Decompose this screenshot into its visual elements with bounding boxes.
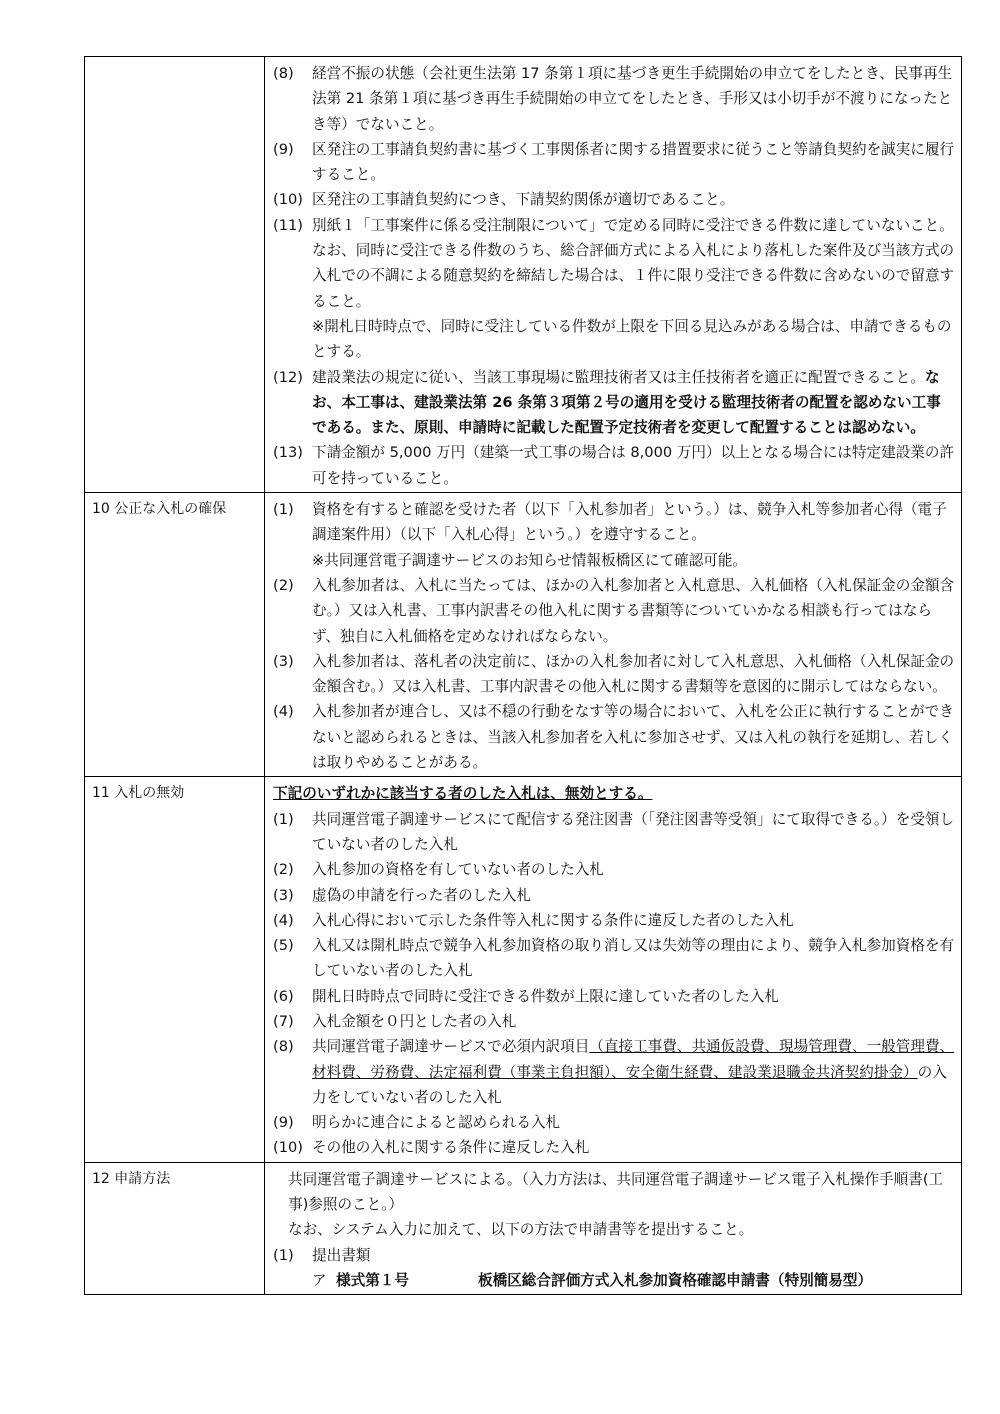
table-row [85, 777, 962, 1162]
paragraph: なお、システム入力に加えて、以下の方法で申請書等を提出すること。 [288, 1221, 754, 1239]
sub-item: ア 様式第１号 板橋区総合評価方式入札参加資格確認申請書（特別簡易型） [312, 1271, 873, 1289]
list-item-note: ※開札日時時点で、同時に受注している件数が上限を下回る見込みがある場合は、申請できるものとする。 [312, 317, 952, 361]
list-item: (9) 区発注の工事請負契約書に基づく工事関係者に関する措置要求に従うこと等請負契約を誠実に履行すること。 [273, 140, 955, 184]
list-item: (8) 経営不振の状態（会社更生法第 17 条第１項に基づき更生手続開始の申立てをしたとき、民事再生法第 21 条第１項に基づき再生手続開始の申立てをしたとき、手形又は小切手が不渡りになったとき等）でないこと。 [273, 65, 953, 133]
bold-text: なお、本工事は、建設業法第 26 条第３項第２号の適用を受ける監理技術者の配置を認めない工事である。また、原則、申請時に記載した配置予定技術者を変更して配置することは認めない。 [312, 368, 941, 437]
row-label: 12 申請方法 [85, 1162, 265, 1294]
list-item: (2) 入札参加者は、入札に当たっては、ほかの入札参加者と入札意思、入札価格（入札保証金の金額含む。）又は入札書、工事内訳書その他入札に関する書類等についていかなる相談も行ってはならず、独自に入札価格を定めなければならない。 [273, 576, 955, 645]
row-content [265, 777, 962, 1162]
list-item: (13) 下請金額が 5,000 万円（建築一式工事の場合は 8,000 万円）以上となる場合には特定建設業の許可を持っていること。 [273, 444, 955, 487]
list-item: (10) 区発注の工事請負契約につき、下請契約関係が適切であること。 [273, 191, 735, 209]
list-item: (2) 入札参加の資格を有していない者のした入札 [273, 861, 604, 879]
row-label: 11 入札の無効 [85, 777, 265, 1162]
list-item-note: ※共同運営電子調達サービスのお知らせ情報板橋区にて確認可能。 [312, 551, 748, 569]
section-header: 下記のいずれかに該当する者のした入札は、無効とする。 [273, 785, 653, 803]
list-item: (7) 入札金額を０円とした者の入札 [273, 1012, 517, 1030]
list-item: (8) 共同運営電子調達サービスで必須内訳項目（直接工事費、共通仮設費、現場管理費、一般管理費、材料費、労務費、法定福利費（事業主負担額）、安全衛生経費、建設業退職金共済契約掛金）の入力をしていない者のした入札 [273, 1038, 955, 1106]
table-row [85, 1162, 962, 1294]
list-item: (6) 開札日時時点で同時に受注できる件数が上限に達していた者のした入札 [273, 987, 780, 1005]
list-item: (9) 明らかに連合によると認められる入札 [273, 1114, 561, 1132]
list-item: (4) 入札参加者が連合し、又は不穏の行動をなす等の場合において、入札を公正に執行することができないと認められるときは、当該入札参加者を入札に参加させず、又は入札の執行を延期し、若しくは取りやめることがある。 [273, 703, 954, 772]
list-item: (10) その他の入札に関する条件に違反した入札 [273, 1139, 590, 1157]
document-table [84, 56, 962, 1295]
list-item: (12) 建設業法の規定に従い、当該工事現場に監理技術者又は主任技術者を適正に配置できること。なお、本工事は、建設業法第 26 条第３項第２号の適用を受ける監理技術者の配置を認めない工事である。また、原則、申請時に記載した配置予定技術者を変更して配置することは認めない。 [273, 368, 941, 437]
list-item: (11) 別紙１「工事案件に係る受注制限について」で定める同時に受注できる件数に達していないこと。なお、同時に受注できる件数のうち、総合評価方式による入札により落札した案件及び当該方式の入札での不調による随意契約を締結した場合は、１件に限り受注できる件数に含めないので留意すること。 [273, 216, 955, 310]
list-item: (1) 提出書類 [273, 1246, 371, 1264]
list-item: (1) 資格を有すると確認を受けた者（以下「入札参加者」という。）は、競争入札等参加者心得（電子調達案件用）（以下「入札心得」という。）を遵守すること。 [273, 501, 947, 544]
table-row [85, 57, 962, 493]
list-item: (3) 入札参加者は、落札者の決定前に、ほかの入札参加者に対して入札意思、入札価格（入札保証金の金額含む。）又は入札書、工事内訳書その他入札に関する書類等を意図的に開示してはならない。 [273, 652, 955, 696]
paragraph: 共同運営電子調達サービスによる。（入力方法は、共同運営電子調達サービス電子入札操作手順書(工事)参照のこと。） [288, 1170, 944, 1214]
list-item: (3) 虚偽の申請を行った者のした入札 [273, 886, 531, 904]
list-item: (5) 入札又は開札時点で競争入札参加資格の取り消し又は失効等の理由により、競争入札参加資格を有していない者のした入札 [273, 937, 955, 980]
row-content [265, 57, 962, 493]
row-label [85, 57, 265, 493]
row-label: 10 公正な入札の確保 [85, 493, 265, 777]
underlined-text: （直接工事費、共通仮設費、現場管理費、一般管理費、材料費、労務費、法定福利費（事業主負担額）、安全衛生経費、建設業退職金共済契約掛金） [312, 1038, 955, 1081]
list-item: (1) 共同運営電子調達サービスにて配信する発注図書（「発注図書等受領」にて取得できる。）を受領していない者のした入札 [273, 810, 955, 853]
row-content [265, 1162, 962, 1294]
list-item: (4) 入札心得において示した条件等入札に関する条件に違反した者のした入札 [273, 911, 794, 929]
table-row [85, 493, 962, 777]
row-content [265, 493, 962, 777]
